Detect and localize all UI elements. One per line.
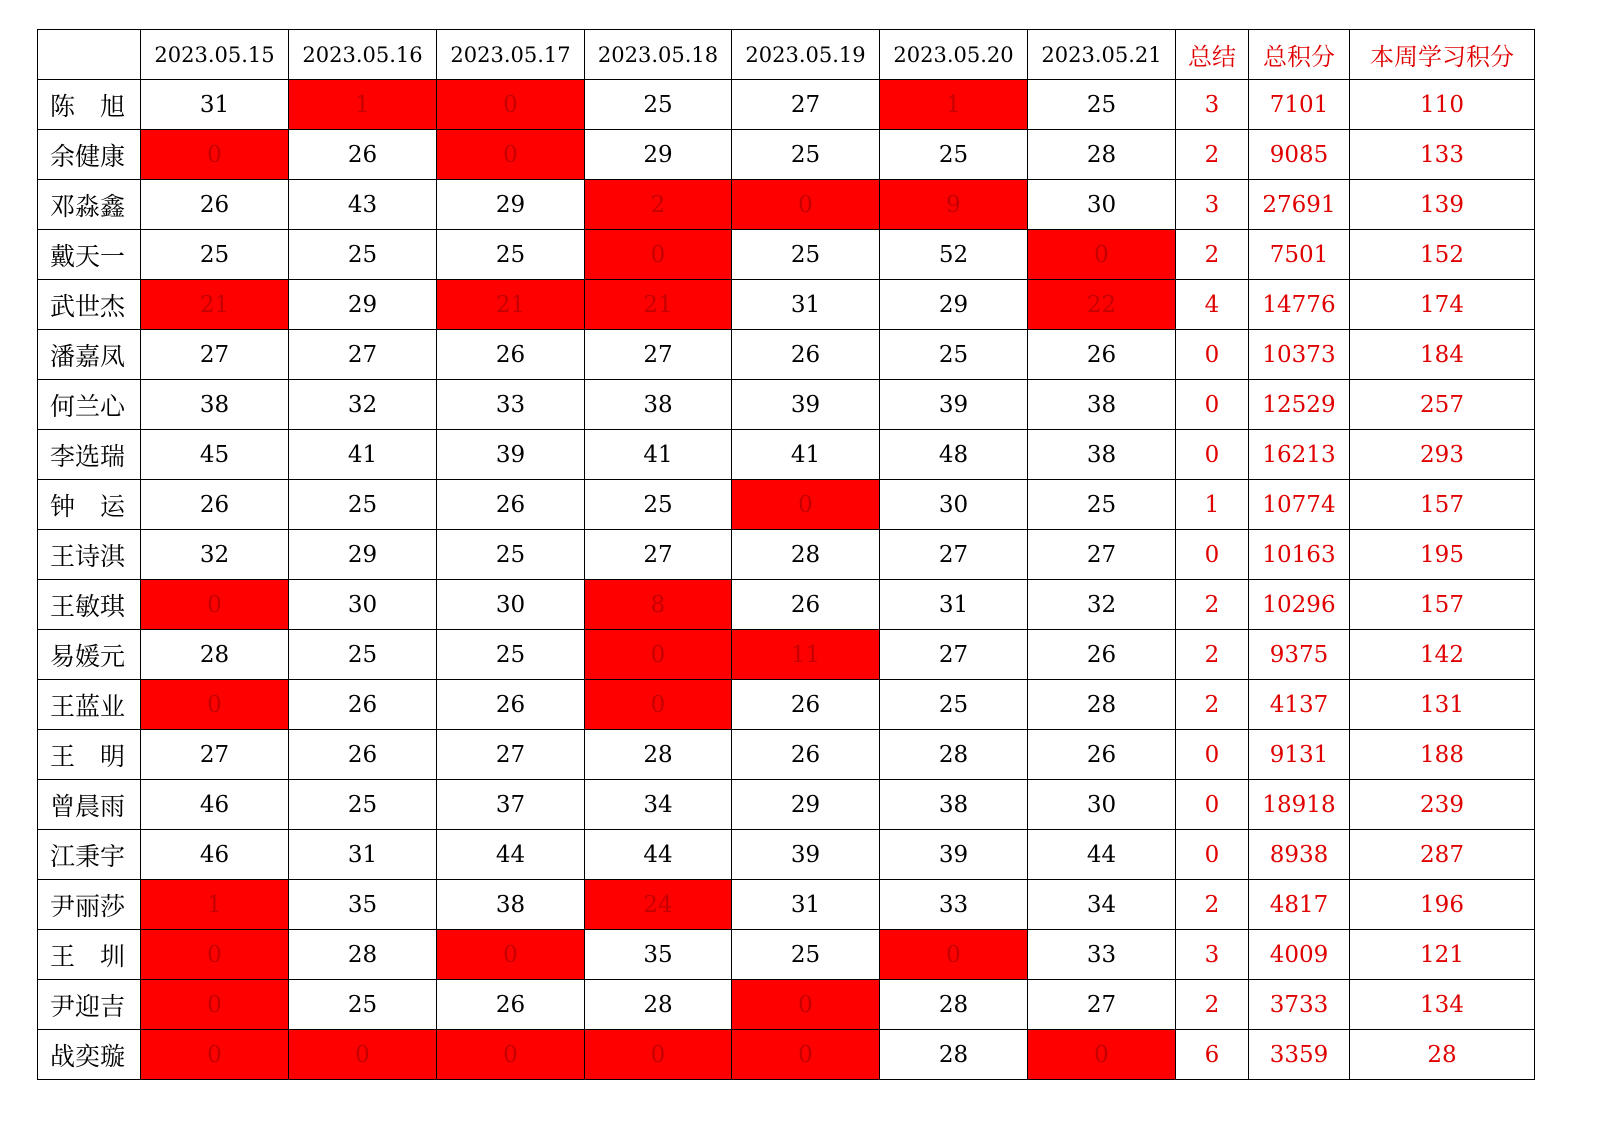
summary-count: 0 [1176,780,1249,830]
total-points: 9131 [1249,730,1350,780]
daily-score: 27 [880,630,1028,680]
daily-score-flagged: 24 [585,880,732,930]
daily-score-flagged: 0 [437,130,585,180]
daily-score: 25 [1028,80,1176,130]
date-header: 2023.05.21 [1028,30,1176,80]
daily-score: 35 [289,880,437,930]
date-header: 2023.05.17 [437,30,585,80]
daily-score: 38 [141,380,289,430]
daily-score: 25 [732,230,880,280]
daily-score: 34 [1028,880,1176,930]
daily-score-flagged: 1 [880,80,1028,130]
daily-score: 33 [437,380,585,430]
daily-score-flagged: 0 [585,680,732,730]
daily-score: 35 [585,930,732,980]
daily-score-flagged: 0 [141,930,289,980]
summary-header: 总结 [1176,30,1249,80]
daily-score-flagged: 0 [1028,230,1176,280]
daily-score: 29 [289,280,437,330]
daily-score-flagged: 0 [437,80,585,130]
student-name: 战奕璇 [38,1030,141,1080]
daily-score: 31 [732,880,880,930]
daily-score-flagged: 0 [437,1030,585,1080]
daily-score: 25 [141,230,289,280]
daily-score-flagged: 8 [585,580,732,630]
student-name: 潘嘉凤 [38,330,141,380]
student-name: 王 圳 [38,930,141,980]
student-name: 余健康 [38,130,141,180]
summary-count: 2 [1176,130,1249,180]
student-name: 王敏琪 [38,580,141,630]
daily-score: 27 [289,330,437,380]
total-points: 12529 [1249,380,1350,430]
daily-score: 26 [289,130,437,180]
daily-score: 44 [437,830,585,880]
daily-score-flagged: 0 [141,980,289,1030]
total-points: 4137 [1249,680,1350,730]
daily-score: 25 [289,630,437,680]
daily-score: 27 [585,330,732,380]
daily-score: 41 [585,430,732,480]
summary-count: 3 [1176,930,1249,980]
student-name: 陈 旭 [38,80,141,130]
table-row [38,630,1535,680]
daily-score: 44 [585,830,732,880]
summary-count: 2 [1176,580,1249,630]
daily-score: 25 [732,930,880,980]
daily-score-flagged: 0 [732,180,880,230]
daily-score-flagged: 21 [141,280,289,330]
daily-score: 34 [585,780,732,830]
daily-score: 44 [1028,830,1176,880]
daily-score: 46 [141,830,289,880]
weekly-points: 131 [1350,680,1535,730]
daily-score-flagged: 21 [437,280,585,330]
daily-score: 26 [1028,630,1176,680]
daily-score: 39 [437,430,585,480]
daily-score: 28 [141,630,289,680]
daily-score-flagged: 0 [585,1030,732,1080]
weekly-points: 139 [1350,180,1535,230]
daily-score: 29 [880,280,1028,330]
daily-score: 26 [732,580,880,630]
summary-count: 2 [1176,680,1249,730]
daily-score: 43 [289,180,437,230]
total-points: 9375 [1249,630,1350,680]
daily-score: 31 [732,280,880,330]
student-name: 何兰心 [38,380,141,430]
daily-score: 27 [141,330,289,380]
student-name: 王蓝业 [38,680,141,730]
summary-count: 4 [1176,280,1249,330]
total-points: 10774 [1249,480,1350,530]
student-name: 钟 运 [38,480,141,530]
student-name: 王 明 [38,730,141,780]
student-name: 邓淼鑫 [38,180,141,230]
daily-score: 33 [1028,930,1176,980]
daily-score: 25 [437,230,585,280]
daily-score: 31 [141,80,289,130]
daily-score: 46 [141,780,289,830]
daily-score-flagged: 0 [880,930,1028,980]
daily-score-flagged: 0 [732,980,880,1030]
table-row [38,80,1535,130]
weekly-points: 157 [1350,580,1535,630]
daily-score-flagged: 22 [1028,280,1176,330]
summary-count: 2 [1176,880,1249,930]
total-points: 10373 [1249,330,1350,380]
daily-score: 25 [1028,480,1176,530]
daily-score: 26 [437,480,585,530]
summary-count: 2 [1176,630,1249,680]
weekly-points: 287 [1350,830,1535,880]
daily-score: 28 [880,980,1028,1030]
total-points: 10296 [1249,580,1350,630]
student-name: 曾晨雨 [38,780,141,830]
weekly-points: 134 [1350,980,1535,1030]
corner-cell [38,30,141,80]
daily-score-flagged: 1 [289,80,437,130]
daily-score: 39 [880,830,1028,880]
date-header: 2023.05.15 [141,30,289,80]
total-points: 10163 [1249,530,1350,580]
daily-score-flagged: 0 [141,680,289,730]
daily-score: 30 [289,580,437,630]
daily-score: 41 [289,430,437,480]
daily-score: 26 [732,730,880,780]
summary-count: 6 [1176,1030,1249,1080]
total-points: 8938 [1249,830,1350,880]
daily-score: 39 [880,380,1028,430]
daily-score-flagged: 1 [141,880,289,930]
daily-score: 29 [585,130,732,180]
summary-count: 0 [1176,330,1249,380]
table-row [38,430,1535,480]
student-name: 武世杰 [38,280,141,330]
daily-score: 31 [880,580,1028,630]
table-row [38,680,1535,730]
daily-score-flagged: 2 [585,180,732,230]
daily-score-flagged: 0 [732,480,880,530]
daily-score: 32 [289,380,437,430]
daily-score: 25 [732,130,880,180]
table-row [38,830,1535,880]
daily-score: 27 [585,530,732,580]
daily-score: 25 [437,630,585,680]
daily-score: 26 [1028,330,1176,380]
table-row [38,530,1535,580]
daily-score: 39 [732,380,880,430]
student-name: 李选瑞 [38,430,141,480]
daily-score: 25 [880,130,1028,180]
daily-score: 38 [880,780,1028,830]
total-points: 7101 [1249,80,1350,130]
daily-score: 29 [437,180,585,230]
daily-score: 25 [437,530,585,580]
daily-score: 28 [1028,680,1176,730]
daily-score: 25 [289,480,437,530]
total-points: 14776 [1249,280,1350,330]
weekly-points: 28 [1350,1030,1535,1080]
points-table [37,29,1535,1080]
daily-score: 38 [1028,380,1176,430]
date-header: 2023.05.16 [289,30,437,80]
daily-score: 32 [141,530,289,580]
daily-score: 28 [289,930,437,980]
summary-count: 0 [1176,430,1249,480]
daily-score: 30 [1028,180,1176,230]
weekly-points: 239 [1350,780,1535,830]
summary-count: 3 [1176,80,1249,130]
summary-count: 2 [1176,230,1249,280]
daily-score: 26 [289,730,437,780]
daily-score: 39 [732,830,880,880]
daily-score: 25 [289,230,437,280]
date-header: 2023.05.18 [585,30,732,80]
daily-score: 26 [141,180,289,230]
table-row [38,730,1535,780]
table-row [38,480,1535,530]
date-header: 2023.05.19 [732,30,880,80]
table-row [38,980,1535,1030]
weekly-points: 174 [1350,280,1535,330]
daily-score-flagged: 0 [1028,1030,1176,1080]
daily-score: 28 [1028,130,1176,180]
summary-count: 0 [1176,530,1249,580]
daily-score-flagged: 0 [141,580,289,630]
daily-score: 29 [289,530,437,580]
daily-score: 26 [437,680,585,730]
table-row [38,230,1535,280]
daily-score-flagged: 21 [585,280,732,330]
daily-score: 25 [880,680,1028,730]
daily-score: 25 [289,980,437,1030]
daily-score: 28 [585,980,732,1030]
daily-score: 27 [141,730,289,780]
date-header: 2023.05.20 [880,30,1028,80]
daily-score-flagged: 0 [141,1030,289,1080]
summary-count: 1 [1176,480,1249,530]
daily-score-flagged: 11 [732,630,880,680]
table-row [38,880,1535,930]
weekly-points: 121 [1350,930,1535,980]
daily-score-flagged: 0 [289,1030,437,1080]
weekly-points: 196 [1350,880,1535,930]
summary-count: 3 [1176,180,1249,230]
daily-score-flagged: 0 [732,1030,880,1080]
total-points: 9085 [1249,130,1350,180]
daily-score: 27 [732,80,880,130]
daily-score: 27 [1028,980,1176,1030]
daily-score: 45 [141,430,289,480]
daily-score: 30 [880,480,1028,530]
weekly-points: 152 [1350,230,1535,280]
daily-score-flagged: 0 [585,230,732,280]
daily-score: 26 [1028,730,1176,780]
total-points: 4009 [1249,930,1350,980]
table-row [38,930,1535,980]
daily-score-flagged: 0 [585,630,732,680]
weekly-points: 257 [1350,380,1535,430]
student-name: 尹迎吉 [38,980,141,1030]
total-points: 7501 [1249,230,1350,280]
daily-score: 27 [880,530,1028,580]
daily-score: 27 [1028,530,1176,580]
daily-score: 26 [437,330,585,380]
daily-score: 28 [732,530,880,580]
weekly-points: 142 [1350,630,1535,680]
summary-count: 0 [1176,830,1249,880]
daily-score: 25 [585,80,732,130]
daily-score: 30 [1028,780,1176,830]
total-points: 27691 [1249,180,1350,230]
daily-score: 28 [880,730,1028,780]
total-points: 16213 [1249,430,1350,480]
daily-score: 26 [732,330,880,380]
table-row [38,580,1535,630]
daily-score: 28 [585,730,732,780]
total-points: 3733 [1249,980,1350,1030]
summary-count: 2 [1176,980,1249,1030]
table-row [38,330,1535,380]
daily-score: 30 [437,580,585,630]
daily-score: 25 [585,480,732,530]
daily-score: 28 [880,1030,1028,1080]
daily-score: 38 [1028,430,1176,480]
table-row [38,280,1535,330]
total-points: 4817 [1249,880,1350,930]
daily-score: 26 [732,680,880,730]
student-name: 江秉宇 [38,830,141,880]
weekly-points-header: 本周学习积分 [1350,30,1535,80]
weekly-points: 157 [1350,480,1535,530]
summary-count: 0 [1176,730,1249,780]
total-points: 18918 [1249,780,1350,830]
weekly-points: 188 [1350,730,1535,780]
table-row [38,380,1535,430]
daily-score-flagged: 9 [880,180,1028,230]
daily-score: 48 [880,430,1028,480]
table-row [38,130,1535,180]
daily-score: 27 [437,730,585,780]
weekly-points: 133 [1350,130,1535,180]
student-name: 戴天一 [38,230,141,280]
daily-score: 29 [732,780,880,830]
daily-score: 25 [880,330,1028,380]
weekly-points: 293 [1350,430,1535,480]
weekly-points: 184 [1350,330,1535,380]
daily-score-flagged: 0 [437,930,585,980]
daily-score: 26 [141,480,289,530]
table-row [38,180,1535,230]
student-name: 王诗淇 [38,530,141,580]
daily-score-flagged: 0 [141,130,289,180]
total-points-header: 总积分 [1249,30,1350,80]
student-name: 尹丽莎 [38,880,141,930]
daily-score: 32 [1028,580,1176,630]
daily-score: 33 [880,880,1028,930]
daily-score: 31 [289,830,437,880]
daily-score: 38 [437,880,585,930]
total-points: 3359 [1249,1030,1350,1080]
daily-score: 26 [437,980,585,1030]
daily-score: 38 [585,380,732,430]
daily-score: 25 [289,780,437,830]
daily-score: 37 [437,780,585,830]
weekly-points: 110 [1350,80,1535,130]
table-row [38,780,1535,830]
summary-count: 0 [1176,380,1249,430]
header-row [38,30,1535,80]
daily-score: 26 [289,680,437,730]
student-name: 易媛元 [38,630,141,680]
table-row [38,1030,1535,1080]
daily-score: 41 [732,430,880,480]
weekly-points: 195 [1350,530,1535,580]
daily-score: 52 [880,230,1028,280]
